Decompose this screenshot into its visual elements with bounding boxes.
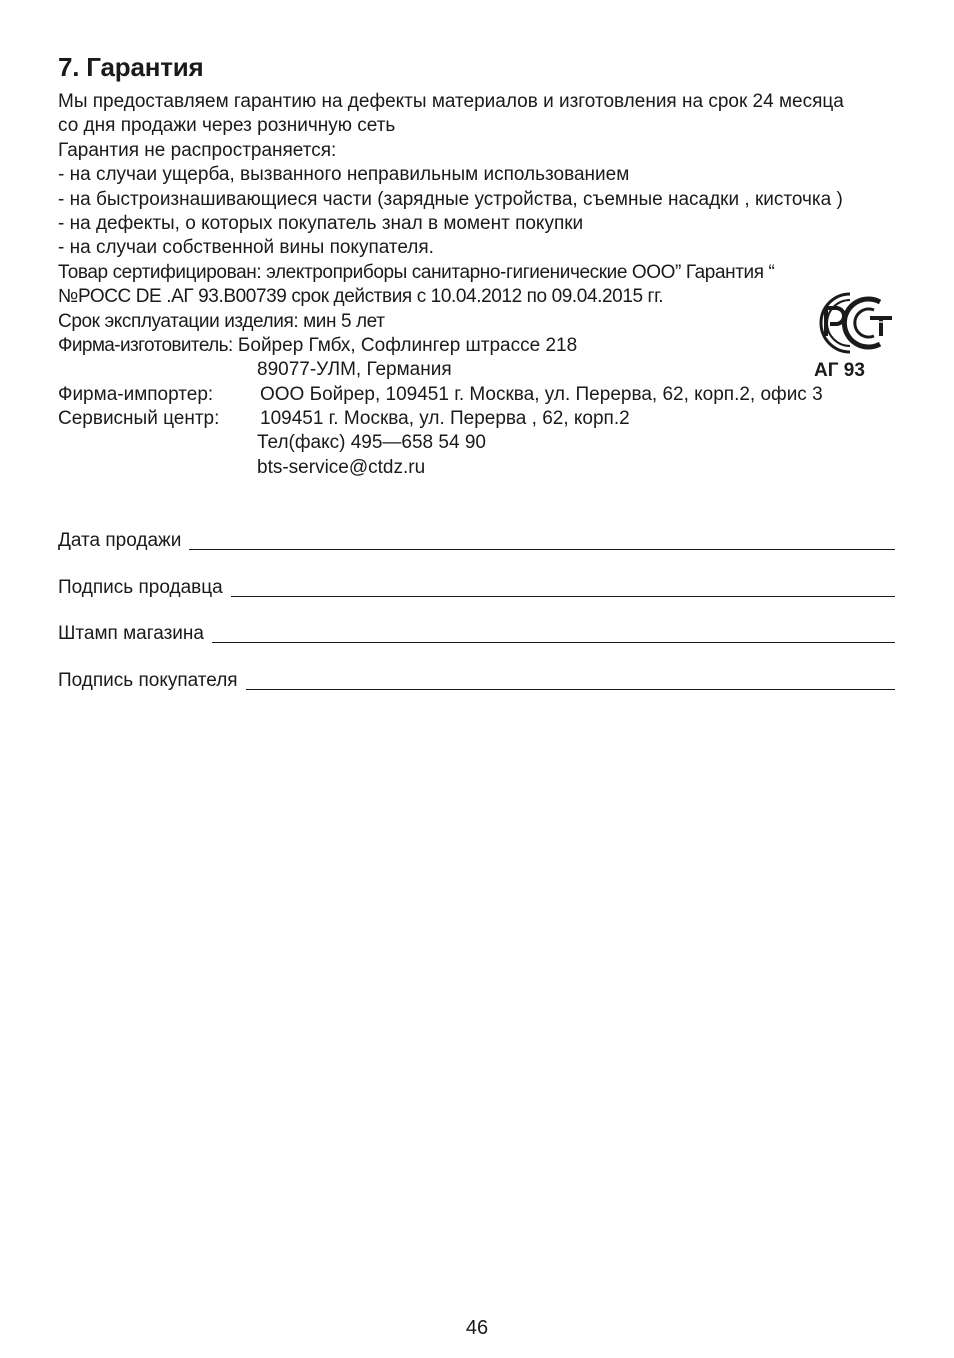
manufacturer-line [58,334,918,358]
exclusions-heading: Гарантия не распространяется: [58,139,337,161]
importer-label: Фирма-импортер: [58,383,214,405]
service-center-phone: Тел(факс) 495—658 54 90 [257,432,486,454]
sale-date-line[interactable] [189,531,895,550]
buyer-signature-label: Подпись покупателя [58,670,238,691]
importer-row [58,383,918,407]
page-number: 46 [465,1317,489,1339]
seller-signature-line[interactable] [231,578,895,597]
service-life: Срок эксплуатации изделия: мин 5 лет [58,310,385,332]
importer-value: ООО Бойрер, 109451 г. Москва, ул. Перерва, 62, корп.2, офис 3 [260,383,823,405]
service-center-address: 109451 г. Москва, ул. Перерва , 62, корп.2 [260,408,630,430]
certification-line-2: №РОСС DE .АГ 93.В00739 срок действия с 10.04.2012 по 09.04.2015 гг. [58,286,664,308]
exclusion-item: - на быстроизнашивающиеся части (зарядные устройства, съемные насадки , кисточка ) [58,188,843,210]
shop-stamp-line[interactable] [212,624,895,643]
pct-logo [806,288,896,358]
service-center-email: bts-service@ctdz.ru [257,456,426,478]
service-center-label: Сервисный центр: [58,408,220,430]
shop-stamp-field[interactable] [58,623,895,645]
sale-date-label: Дата продажи [58,530,182,551]
manufacturer-label: Фирма-изготовитель: [58,334,233,356]
warranty-text [58,90,918,480]
certificate-code: АГ 93 [814,360,865,381]
buyer-signature-line[interactable] [246,671,895,690]
exclusion-item: - на случаи ущерба, вызванного неправильным использованием [58,164,630,186]
warranty-intro-line-1: Мы предоставляем гарантию на дефекты материалов и изготовления на срок 24 месяца [58,91,844,112]
warranty-intro-line-2: со дня продажи через розничную сеть [58,115,396,137]
buyer-signature-field[interactable] [58,670,895,692]
manufacturer-name: Бойрер Гмбх, Софлингер штрассе 218 [237,334,578,356]
section-title: 7. Гарантия [58,52,204,82]
seller-signature-label: Подпись продавца [58,577,223,598]
exclusion-item: - на дефекты, о которых покупатель знал в момент покупки [58,212,584,234]
manufacturer-address: 89077-УЛМ, Германия [257,359,452,381]
certification-line-1: Товар сертифицирован: электроприборы санитарно-гигиенические ООО” Гарантия “ [58,261,775,283]
seller-signature-field[interactable] [58,577,895,599]
exclusion-item: - на случаи собственной вины покупателя. [58,237,434,259]
service-center-row [58,407,918,431]
shop-stamp-label: Штамп магазина [58,623,204,644]
sale-date-field[interactable] [58,530,895,552]
